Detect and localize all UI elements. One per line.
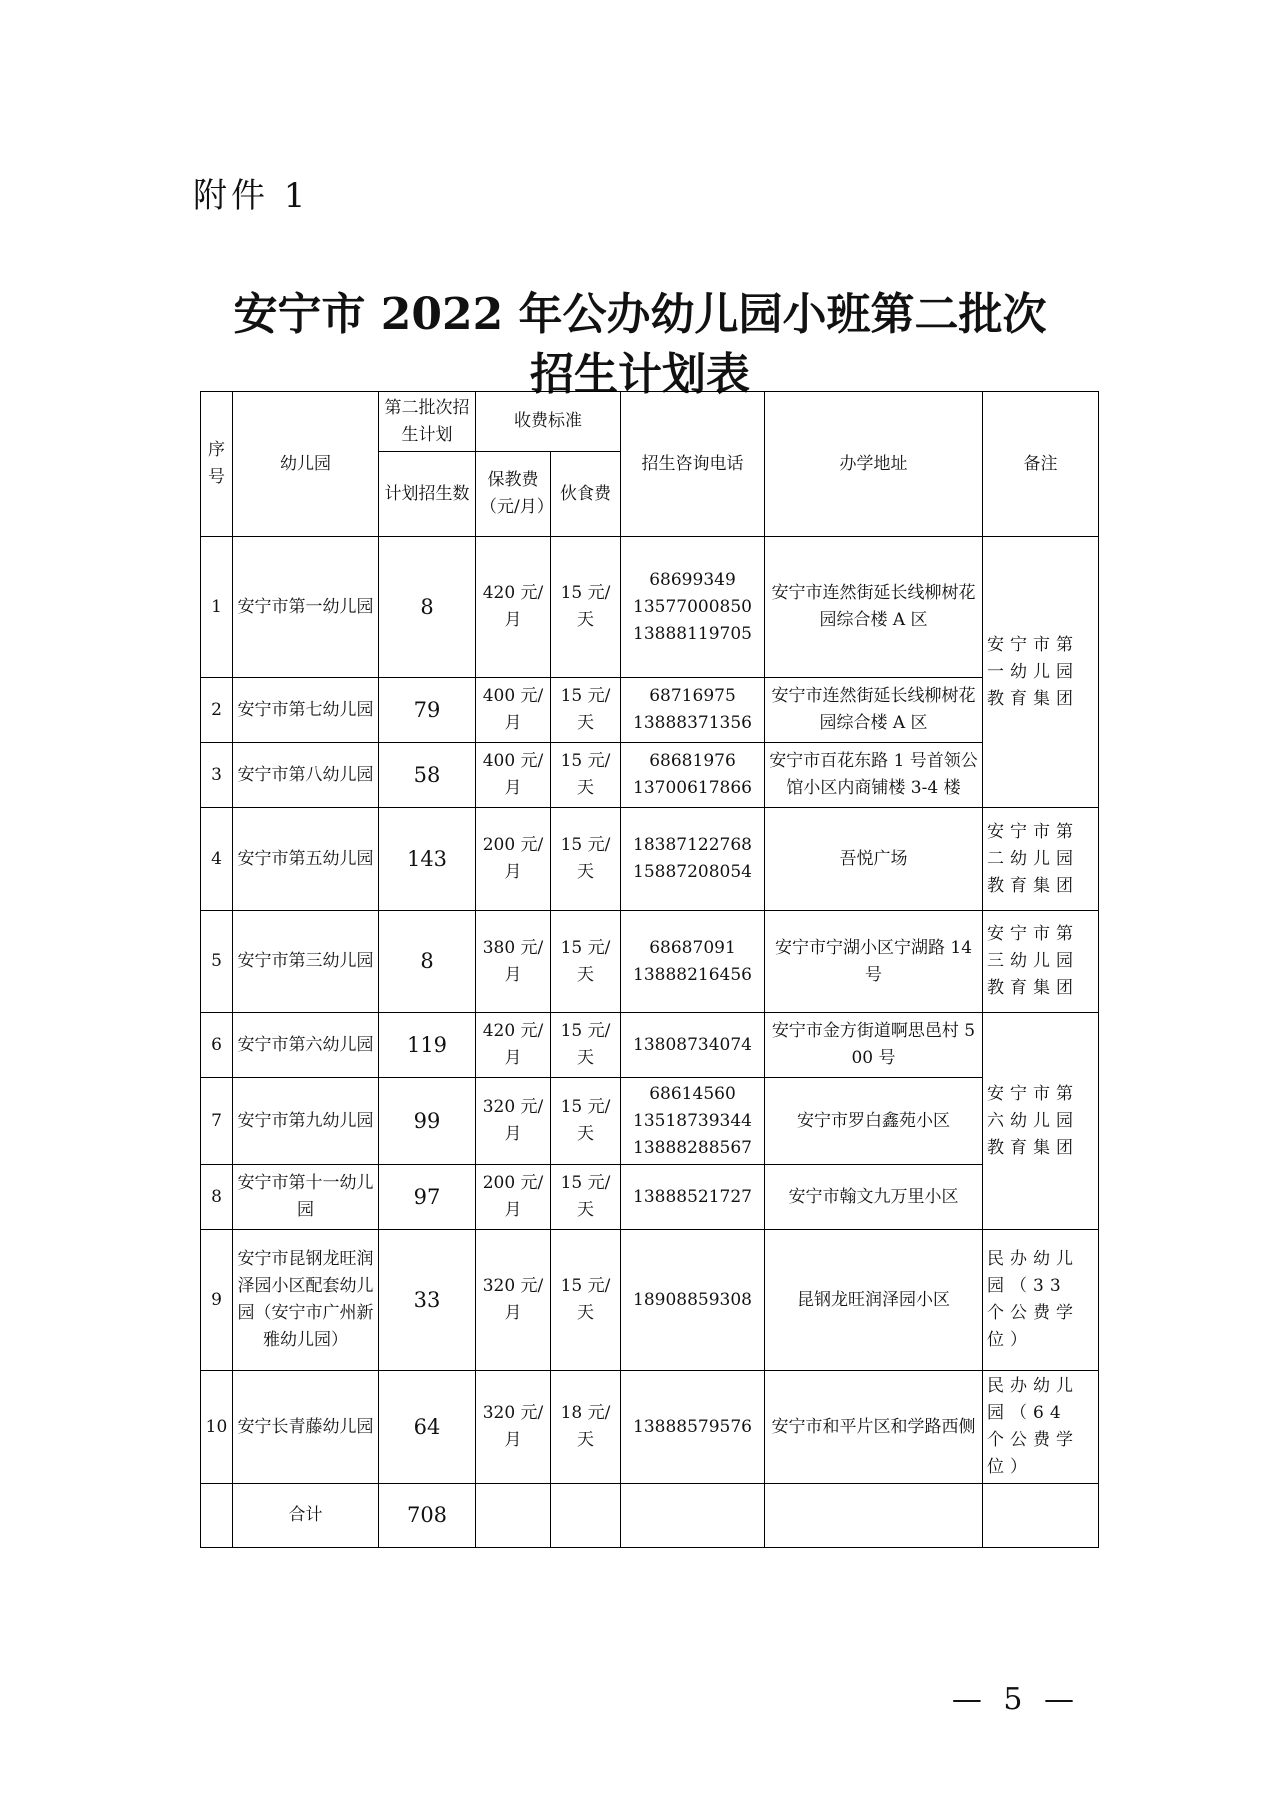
- row-care-fee: 320 元/月: [476, 1371, 551, 1484]
- row-phone: 68699349 13577000850 13888119705: [621, 537, 765, 678]
- row-address: 安宁市连然街延长线柳树花园综合楼 A 区: [765, 537, 983, 678]
- row-care-fee: 420 元/月: [476, 1013, 551, 1078]
- row-count: 8: [379, 537, 476, 678]
- row-name: 安宁市第十一幼儿园: [233, 1165, 379, 1230]
- page-subtitle: 招生计划表: [530, 349, 750, 400]
- table-row: [201, 1230, 1099, 1371]
- row-name: 安宁市第五幼儿园: [233, 808, 379, 911]
- row-count: 8: [379, 911, 476, 1013]
- row-meal-fee: 15 元/天: [551, 743, 621, 808]
- row-meal-fee: 15 元/天: [551, 1013, 621, 1078]
- row-count: 33: [379, 1230, 476, 1371]
- row-name: 安宁市昆钢龙旺润泽园小区配套幼儿园（安宁市广州新雅幼儿园）: [233, 1230, 379, 1371]
- row-phone: 68614560 13518739344 13888288567: [621, 1078, 765, 1165]
- row-seq: 3: [201, 743, 233, 808]
- table-row: [201, 537, 1099, 678]
- header-seq: 序号: [201, 392, 233, 537]
- row-meal-fee: 15 元/天: [551, 808, 621, 911]
- row-phone: 13888579576: [621, 1371, 765, 1484]
- row-address: 安宁市金方街道啊思邑村 500 号: [765, 1013, 983, 1078]
- attachment-label: 附件 1: [193, 176, 310, 216]
- row-seq: 1: [201, 537, 233, 678]
- row-remark: 民办幼儿园（64 个公费学位）: [983, 1371, 1099, 1484]
- header-row: [201, 392, 1099, 452]
- row-phone: 18387122768 15887208054: [621, 808, 765, 911]
- row-address: 安宁市宁湖小区宁湖路 14 号: [765, 911, 983, 1013]
- row-name: 安宁市第三幼儿园: [233, 911, 379, 1013]
- row-count: 119: [379, 1013, 476, 1078]
- row-seq: 2: [201, 678, 233, 743]
- table-row: [201, 678, 1099, 743]
- total-row: [201, 1484, 1099, 1548]
- row-meal-fee: 15 元/天: [551, 678, 621, 743]
- row-care-fee: 320 元/月: [476, 1078, 551, 1165]
- row-care-fee: 400 元/月: [476, 678, 551, 743]
- row-count: 99: [379, 1078, 476, 1165]
- row-care-fee: 400 元/月: [476, 743, 551, 808]
- row-name: 安宁市第九幼儿园: [233, 1078, 379, 1165]
- row-phone: 13808734074: [621, 1013, 765, 1078]
- table-row: [201, 743, 1099, 808]
- row-meal-fee: 15 元/天: [551, 1165, 621, 1230]
- total-label: 合计: [233, 1484, 379, 1548]
- header-plan-group: 第二批次招生计划: [379, 392, 476, 452]
- row-count: 64: [379, 1371, 476, 1484]
- row-seq: 10: [201, 1371, 233, 1484]
- row-care-fee: 200 元/月: [476, 808, 551, 911]
- row-address: 安宁市连然街延长线柳树花园综合楼 A 区: [765, 678, 983, 743]
- row-address: 安宁市和平片区和学路西侧: [765, 1371, 983, 1484]
- row-address: 安宁市翰文九万里小区: [765, 1165, 983, 1230]
- header-meal-fee: 伙食费: [551, 452, 621, 537]
- header-plan-count: 计划招生数: [379, 452, 476, 537]
- row-phone: 18908859308: [621, 1230, 765, 1371]
- row-care-fee: 380 元/月: [476, 911, 551, 1013]
- row-address: 安宁市罗白鑫苑小区: [765, 1078, 983, 1165]
- row-count: 97: [379, 1165, 476, 1230]
- table-row: [201, 1165, 1099, 1230]
- row-care-fee: 420 元/月: [476, 537, 551, 678]
- row-name: 安宁市第七幼儿园: [233, 678, 379, 743]
- row-address: 安宁市百花东路 1 号首领公馆小区内商铺楼 3-4 楼: [765, 743, 983, 808]
- row-address: 吾悦广场: [765, 808, 983, 911]
- header-address: 办学地址: [765, 392, 983, 537]
- row-count: 79: [379, 678, 476, 743]
- row-care-fee: 200 元/月: [476, 1165, 551, 1230]
- total-seq: [201, 1484, 233, 1548]
- header-remark: 备注: [983, 392, 1099, 537]
- row-meal-fee: 15 元/天: [551, 911, 621, 1013]
- total-empty: [621, 1484, 765, 1548]
- header-phone: 招生咨询电话: [621, 392, 765, 537]
- row-remark: 安宁市第一幼儿园教育集团: [983, 537, 1099, 808]
- table-row: [201, 1078, 1099, 1165]
- row-seq: 6: [201, 1013, 233, 1078]
- row-remark: 安宁市第二幼儿园教育集团: [983, 808, 1099, 911]
- row-address: 昆钢龙旺润泽园小区: [765, 1230, 983, 1371]
- row-seq: 9: [201, 1230, 233, 1371]
- row-seq: 8: [201, 1165, 233, 1230]
- row-seq: 4: [201, 808, 233, 911]
- row-meal-fee: 18 元/天: [551, 1371, 621, 1484]
- row-name: 安宁市第八幼儿园: [233, 743, 379, 808]
- header-fee-group: 收费标准: [476, 392, 621, 452]
- row-phone: 68716975 13888371356: [621, 678, 765, 743]
- row-meal-fee: 15 元/天: [551, 1078, 621, 1165]
- row-phone: 68681976 13700617866: [621, 743, 765, 808]
- row-meal-fee: 15 元/天: [551, 537, 621, 678]
- enrollment-plan-table: [200, 391, 1099, 1548]
- row-phone: 68687091 13888216456: [621, 911, 765, 1013]
- row-remark: 民办幼儿园（33 个公费学位）: [983, 1230, 1099, 1371]
- total-empty: [983, 1484, 1099, 1548]
- row-count: 58: [379, 743, 476, 808]
- table-row: [201, 1371, 1099, 1484]
- row-seq: 7: [201, 1078, 233, 1165]
- row-remark: 安宁市第六幼儿园教育集团: [983, 1013, 1099, 1230]
- total-empty: [476, 1484, 551, 1548]
- header-care-fee: 保教费（元/月）: [476, 452, 551, 537]
- row-care-fee: 320 元/月: [476, 1230, 551, 1371]
- row-name: 安宁长青藤幼儿园: [233, 1371, 379, 1484]
- row-remark: 安宁市第三幼儿园教育集团: [983, 911, 1099, 1013]
- page-number: — 5 —: [951, 1682, 1080, 1717]
- page-title: 安宁市 2022 年公办幼儿园小班第二批次: [233, 289, 1047, 340]
- row-name: 安宁市第六幼儿园: [233, 1013, 379, 1078]
- total-count: 708: [379, 1484, 476, 1548]
- row-phone: 13888521727: [621, 1165, 765, 1230]
- table-row: [201, 911, 1099, 1013]
- row-seq: 5: [201, 911, 233, 1013]
- table-row: [201, 808, 1099, 911]
- table-row: [201, 1013, 1099, 1078]
- header-kindergarten: 幼儿园: [233, 392, 379, 537]
- row-name: 安宁市第一幼儿园: [233, 537, 379, 678]
- total-empty: [765, 1484, 983, 1548]
- total-empty: [551, 1484, 621, 1548]
- row-meal-fee: 15 元/天: [551, 1230, 621, 1371]
- row-count: 143: [379, 808, 476, 911]
